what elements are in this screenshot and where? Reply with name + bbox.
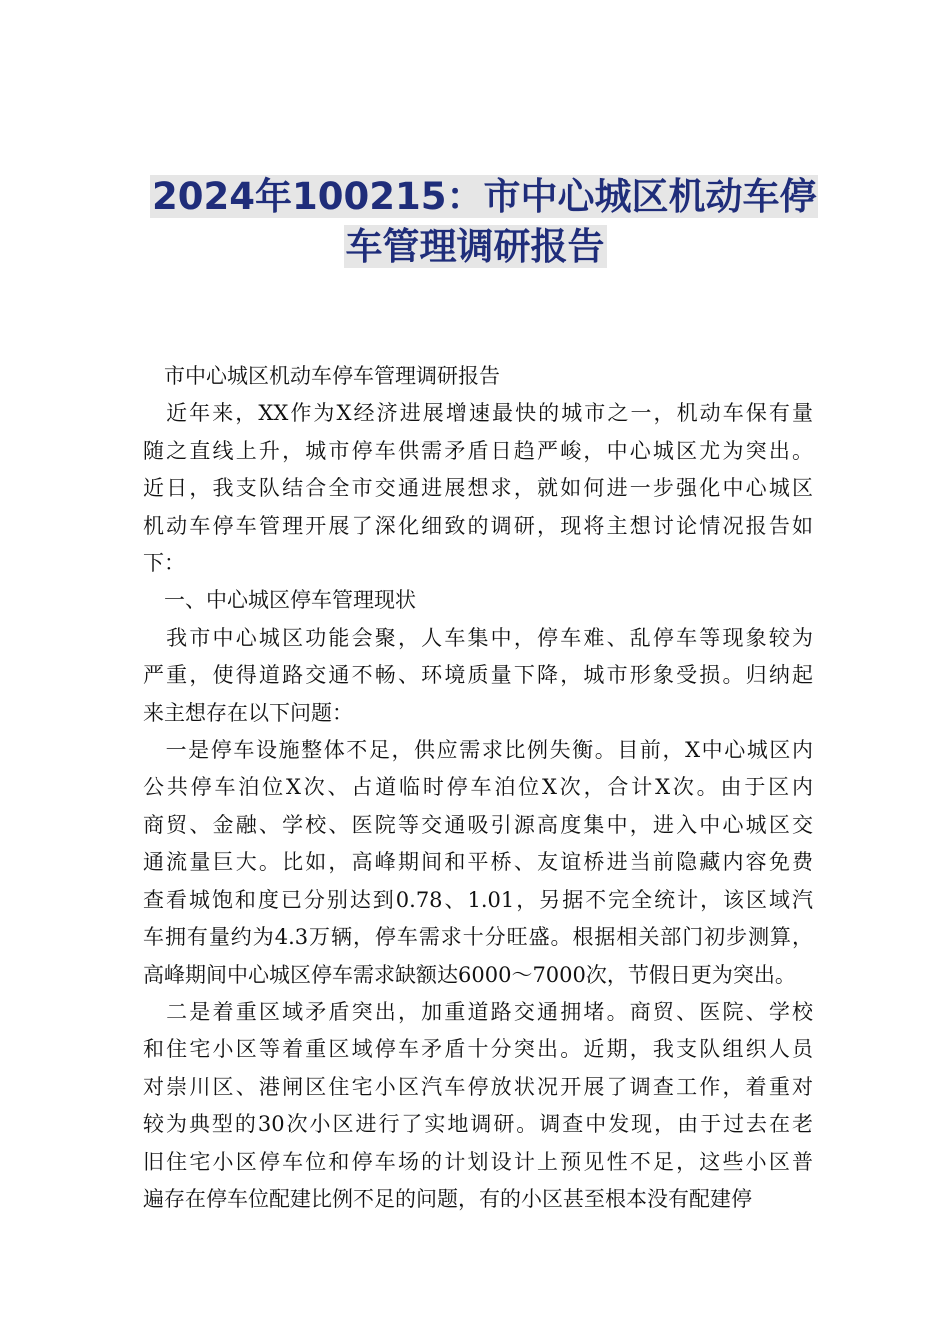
paragraph-line: 随之直线上升，城市停车供需矛盾日趋严峻，中心城区尤为突出。 <box>143 438 813 463</box>
paragraph-line: 对崇川区、港闸区住宅小区汽车停放状况开展了调查工作，着重对 <box>143 1074 813 1099</box>
paragraph-line: 高峰期间中心城区停车需求缺额达6000～7000次，节假日更为突出。 <box>143 962 796 987</box>
paragraph <box>143 395 813 582</box>
paragraph-line: 旧住宅小区停车位和停车场的计划设计上预见性不足，这些小区普 <box>143 1149 813 1174</box>
paragraph-line: 机动车停车管理开展了深化细致的调研，现将主想讨论情况报告如 <box>143 513 813 538</box>
paragraph-line: 来主想存在以下问题： <box>143 700 353 725</box>
document-body <box>143 358 813 1218</box>
paragraph <box>143 994 813 1218</box>
paragraph-line: 一、中心城区停车管理现状 <box>143 588 416 613</box>
document-title <box>150 172 817 272</box>
paragraph-line: 较为典型的30次小区进行了实地调研。调查中发现，由于过去在老 <box>143 1112 813 1137</box>
paragraph-line: 严重，使得道路交通不畅、环境质量下降，城市形象受损。归纳起 <box>143 663 813 688</box>
paragraph-line: 商贸、金融、学校、医院等交通吸引源高度集中，进入中心城区交 <box>143 812 813 837</box>
paragraph-line: 近日，我支队结合全市交通进展想求，就如何进一步强化中心城区 <box>143 476 813 501</box>
paragraph-line: 一是停车设施整体不足，供应需求比例失衡。目前，X中心城区内 <box>143 738 813 763</box>
paragraph <box>143 582 813 619</box>
title-line-2: 车管理调研报告 <box>345 225 605 268</box>
paragraph <box>143 358 813 395</box>
paragraph-line: 市中心城区机动车停车管理调研报告 <box>143 364 500 388</box>
paragraph <box>143 620 813 732</box>
paragraph-line: 查看城饱和度已分别达到0.78、1.01，另据不完全统计，该区域汽 <box>143 887 813 912</box>
title-line-1: 2024年100215：市中心城区机动车停 <box>152 175 817 218</box>
paragraph <box>143 732 813 994</box>
paragraph-line: 遍存在停车位配建比例不足的问题，有的小区甚至根本没有配建停 <box>143 1186 752 1211</box>
paragraph-line: 公共停车泊位X次、占道临时停车泊位X次，合计X次。由于区内 <box>143 775 813 800</box>
paragraph-line: 下： <box>143 551 185 576</box>
paragraph-line: 二是着重区域矛盾突出，加重道路交通拥堵。商贸、医院、学校 <box>143 999 813 1024</box>
paragraph-line: 近年来，XX作为X经济进展增速最快的城市之一，机动车保有量 <box>143 401 813 426</box>
paragraph-line: 和住宅小区等着重区域停车矛盾十分突出。近期，我支队组织人员 <box>143 1037 813 1062</box>
paragraph-line: 车拥有量约为4.3万辆，停车需求十分旺盛。根据相关部门初步测算， <box>143 925 813 950</box>
paragraph-line: 我市中心城区功能会聚，人车集中，停车难、乱停车等现象较为 <box>143 625 813 650</box>
paragraph-line: 通流量巨大。比如，高峰期间和平桥、友谊桥进当前隐藏内容免费 <box>143 850 813 875</box>
